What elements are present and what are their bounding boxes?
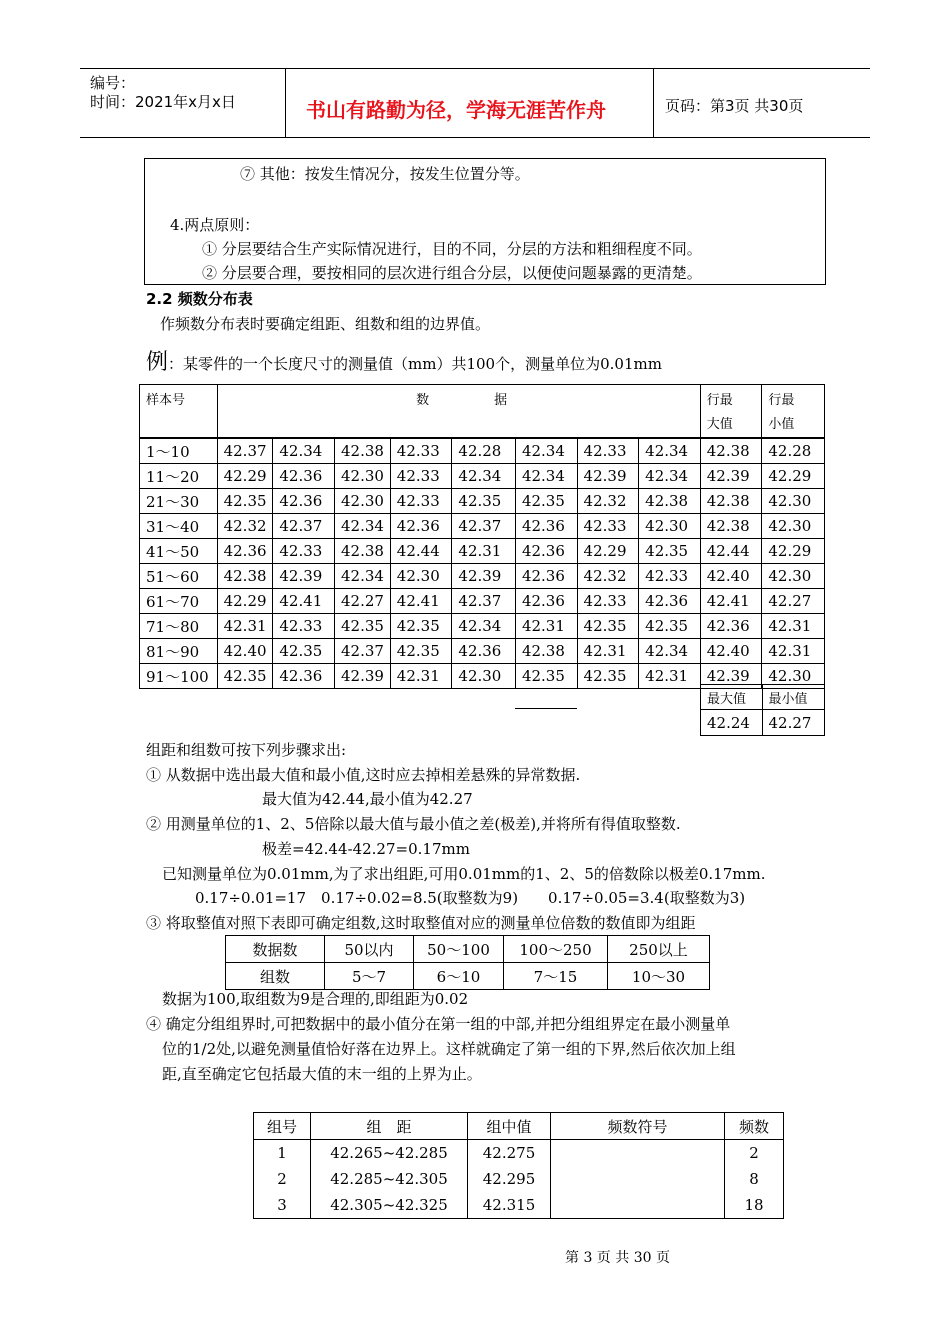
value-cell: 42.35 xyxy=(273,639,335,664)
table-row xyxy=(140,614,825,639)
value-cell: 42.29 xyxy=(217,589,273,614)
value-cell: 42.33 xyxy=(577,589,639,614)
table-cell: 6～10 xyxy=(414,963,504,990)
divider-line xyxy=(515,708,577,709)
col-header-row-max: 行最 大值 xyxy=(700,385,762,439)
table-cell: 42.285~42.305 xyxy=(311,1166,468,1192)
value-cell: 42.37 xyxy=(217,438,273,464)
value-cell: 42.40 xyxy=(700,564,762,589)
value-cell: 42.32 xyxy=(577,489,639,514)
table-cell: 3 xyxy=(254,1192,311,1219)
table-cell: 10～30 xyxy=(608,963,710,990)
table-cell: 1 xyxy=(254,1140,311,1167)
value-cell: 42.38 xyxy=(217,564,273,589)
value-cell: 42.38 xyxy=(639,489,701,514)
value-cell: 42.35 xyxy=(217,664,273,689)
value-cell: 42.30 xyxy=(452,664,516,689)
table-cell: 组数 xyxy=(226,963,325,990)
column-header: 频数 xyxy=(725,1113,784,1140)
value-cell: 42.30 xyxy=(762,564,825,589)
column-header: 组 距 xyxy=(311,1113,468,1140)
value-cell: 42.38 xyxy=(335,539,391,564)
value-cell: 42.37 xyxy=(335,639,391,664)
table-cell xyxy=(551,1166,725,1192)
value-cell: 42.27 xyxy=(762,589,825,614)
value-cell: 42.38 xyxy=(700,438,762,464)
value-cell: 42.31 xyxy=(390,664,452,689)
value-cell: 42.35 xyxy=(217,489,273,514)
value-cell: 42.34 xyxy=(335,514,391,539)
table-cell: 250以上 xyxy=(608,936,710,963)
col-header-sample: 样本号 xyxy=(140,385,218,439)
sample-range-cell: 31～40 xyxy=(140,514,218,539)
table-row xyxy=(140,564,825,589)
box-line: ② 分层要合理，要按相同的层次进行组合分层，以便使问题暴露的更清楚。 xyxy=(202,264,702,282)
value-cell: 42.33 xyxy=(390,438,452,464)
value-cell: 42.31 xyxy=(762,614,825,639)
min-value: 42.27 xyxy=(762,710,824,736)
value-cell: 42.34 xyxy=(452,614,516,639)
value-cell: 42.30 xyxy=(335,464,391,489)
table-cell: 50以内 xyxy=(325,936,414,963)
sample-range-cell: 61～70 xyxy=(140,589,218,614)
table-row xyxy=(254,1140,784,1167)
table-cell: 5～7 xyxy=(325,963,414,990)
value-cell: 42.36 xyxy=(700,614,762,639)
column-header: 组中值 xyxy=(468,1113,551,1140)
step-text: 极差=42.44-42.27=0.17mm xyxy=(262,840,470,858)
header-divider xyxy=(653,69,654,137)
value-cell: 42.40 xyxy=(217,639,273,664)
value-cell: 42.29 xyxy=(577,539,639,564)
table-cell: 2 xyxy=(725,1140,784,1167)
section-title: 2.2 频数分布表 xyxy=(146,290,253,308)
step-text: 数据为100,取组数为9是合理的,即组距为0.02 xyxy=(162,990,469,1008)
section-intro: 作频数分布表时要确定组距、组数和组的边界值。 xyxy=(160,315,491,333)
value-cell: 42.35 xyxy=(515,664,577,689)
table-cell xyxy=(551,1192,725,1219)
box-line: ⑦ 其他：按发生情况分，按发生位置分等。 xyxy=(240,165,530,183)
table-row xyxy=(226,963,710,990)
sample-range-cell: 41～50 xyxy=(140,539,218,564)
value-cell: 42.41 xyxy=(390,589,452,614)
frequency-table xyxy=(253,1112,784,1219)
value-cell: 42.30 xyxy=(762,514,825,539)
value-cell: 42.39 xyxy=(452,564,516,589)
value-cell: 42.29 xyxy=(762,539,825,564)
value-cell: 42.28 xyxy=(762,438,825,464)
value-cell: 42.36 xyxy=(273,464,335,489)
value-cell: 42.35 xyxy=(390,639,452,664)
min-label: 最小值 xyxy=(762,685,824,710)
box-line: 4.两点原则： xyxy=(170,216,260,234)
value-cell: 42.36 xyxy=(273,489,335,514)
measurement-table xyxy=(139,384,825,689)
table-cell: 8 xyxy=(725,1166,784,1192)
step-text: 距,直至确定它包括最大值的末一组的上界为止。 xyxy=(162,1065,482,1083)
table-row xyxy=(254,1166,784,1192)
step-text: ④ 确定分组组界时,可把数据中的最小值分在第一组的中部,并把分组组界定在最小测量单 xyxy=(146,1015,731,1033)
value-cell: 42.36 xyxy=(515,514,577,539)
sample-range-cell: 91～100 xyxy=(140,664,218,689)
value-cell: 42.44 xyxy=(390,539,452,564)
value-cell: 42.41 xyxy=(273,589,335,614)
table-row xyxy=(140,489,825,514)
value-cell: 42.39 xyxy=(273,564,335,589)
table-row xyxy=(140,464,825,489)
value-cell: 42.31 xyxy=(577,639,639,664)
value-cell: 42.35 xyxy=(639,614,701,639)
sample-range-cell: 21～30 xyxy=(140,489,218,514)
value-cell: 42.33 xyxy=(273,614,335,639)
table-cell: 18 xyxy=(725,1192,784,1219)
page-footer: 第 3 页 共 30 页 xyxy=(565,1250,670,1266)
value-cell: 42.34 xyxy=(452,464,516,489)
value-cell: 42.36 xyxy=(515,539,577,564)
value-cell: 42.33 xyxy=(577,438,639,464)
table-cell: 7～15 xyxy=(504,963,608,990)
group-count-table xyxy=(225,935,710,990)
table-row xyxy=(254,1192,784,1219)
value-cell: 42.44 xyxy=(700,539,762,564)
table-row xyxy=(140,639,825,664)
table-row xyxy=(140,589,825,614)
value-cell: 42.29 xyxy=(217,464,273,489)
motto: 书山有路勤为径，学海无涯苦作舟 xyxy=(306,98,606,122)
extreme-values-table xyxy=(700,684,825,736)
value-cell: 42.30 xyxy=(390,564,452,589)
table-cell: 50～100 xyxy=(414,936,504,963)
example-text: ：某零件的一个长度尺寸的测量值（mm）共100个，测量单位为0.01mm xyxy=(168,355,662,373)
value-cell: 42.30 xyxy=(639,514,701,539)
value-cell: 42.36 xyxy=(452,639,516,664)
example-label: 例 xyxy=(146,350,169,375)
col-header-row-min: 行最 小值 xyxy=(762,385,825,439)
sample-range-cell: 81～90 xyxy=(140,639,218,664)
box-line: ① 分层要结合生产实际情况进行，目的不同，分层的方法和粗细程度不同。 xyxy=(202,240,702,258)
value-cell: 42.30 xyxy=(762,664,825,689)
table-cell: 42.275 xyxy=(468,1140,551,1167)
value-cell: 42.31 xyxy=(217,614,273,639)
value-cell: 42.33 xyxy=(639,564,701,589)
table-header-row xyxy=(140,385,825,439)
value-cell: 42.29 xyxy=(762,464,825,489)
table-cell: 42.265~42.285 xyxy=(311,1140,468,1167)
table-row xyxy=(226,936,710,963)
value-cell: 42.37 xyxy=(452,589,516,614)
value-cell: 42.34 xyxy=(273,438,335,464)
step-text: 组距和组数可按下列步骤求出: xyxy=(146,741,347,759)
value-cell: 42.33 xyxy=(390,489,452,514)
table-row xyxy=(140,539,825,564)
table-cell: 42.305~42.325 xyxy=(311,1192,468,1219)
table-header-row xyxy=(254,1113,784,1140)
header-divider xyxy=(285,69,286,137)
value-cell: 42.36 xyxy=(217,539,273,564)
value-cell: 42.32 xyxy=(577,564,639,589)
step-text: ① 从数据中选出最大值和最小值,这时应去掉相差悬殊的异常数据. xyxy=(146,766,581,784)
value-cell: 42.34 xyxy=(639,639,701,664)
value-cell: 42.33 xyxy=(273,539,335,564)
value-cell: 42.35 xyxy=(515,489,577,514)
value-cell: 42.30 xyxy=(762,489,825,514)
code-label: 编号： xyxy=(90,74,136,92)
sample-range-cell: 51～60 xyxy=(140,564,218,589)
value-cell: 42.39 xyxy=(700,664,762,689)
column-header: 组号 xyxy=(254,1113,311,1140)
table-cell: 100～250 xyxy=(504,936,608,963)
value-cell: 42.38 xyxy=(515,639,577,664)
step-text: 最大值为42.44,最小值为42.27 xyxy=(262,790,473,808)
value-cell: 42.38 xyxy=(700,489,762,514)
value-cell: 42.36 xyxy=(639,589,701,614)
value-cell: 42.34 xyxy=(515,438,577,464)
time-label: 时间：2021年x月x日 xyxy=(90,93,236,111)
value-cell: 42.35 xyxy=(577,614,639,639)
value-cell: 42.32 xyxy=(217,514,273,539)
value-cell: 42.31 xyxy=(762,639,825,664)
table-row xyxy=(140,514,825,539)
value-cell: 42.41 xyxy=(700,589,762,614)
value-cell: 42.36 xyxy=(515,564,577,589)
value-cell: 42.31 xyxy=(639,664,701,689)
value-cell: 42.31 xyxy=(515,614,577,639)
example-line xyxy=(146,345,662,376)
value-cell: 42.37 xyxy=(273,514,335,539)
value-cell: 42.35 xyxy=(390,614,452,639)
column-header: 频数符号 xyxy=(551,1113,725,1140)
step-text: ② 用测量单位的1、2、5倍除以最大值与最小值之差(极差),并将所有得值取整数. xyxy=(146,815,681,833)
step-text: 已知测量单位为0.01mm,为了求出组距,可用0.01mm的1、2、5的倍数除以极差0.17mm. xyxy=(162,865,766,883)
value-cell: 42.27 xyxy=(335,589,391,614)
value-cell: 42.33 xyxy=(390,464,452,489)
table-cell xyxy=(551,1140,725,1167)
step-text: ③ 将取整值对照下表即可确定组数,这时取整值对应的测量单位倍数的数值即为组距 xyxy=(146,914,696,932)
value-cell: 42.39 xyxy=(335,664,391,689)
max-value: 42.24 xyxy=(701,710,763,736)
value-cell: 42.36 xyxy=(273,664,335,689)
value-cell: 42.35 xyxy=(639,539,701,564)
value-cell: 42.38 xyxy=(700,514,762,539)
table-cell: 2 xyxy=(254,1166,311,1192)
step-text: 位的1/2处,以避免测量值恰好落在边界上。这样就确定了第一组的下界,然后依次加上组 xyxy=(162,1040,736,1058)
value-cell: 42.36 xyxy=(515,589,577,614)
sample-range-cell: 11～20 xyxy=(140,464,218,489)
value-cell: 42.30 xyxy=(335,489,391,514)
table-cell: 42.315 xyxy=(468,1192,551,1219)
value-cell: 42.35 xyxy=(577,664,639,689)
value-cell: 42.39 xyxy=(700,464,762,489)
sample-range-cell: 71～80 xyxy=(140,614,218,639)
value-cell: 42.39 xyxy=(577,464,639,489)
value-cell: 42.34 xyxy=(335,564,391,589)
value-cell: 42.35 xyxy=(335,614,391,639)
table-cell: 数据数 xyxy=(226,936,325,963)
value-cell: 42.35 xyxy=(452,489,516,514)
page-header xyxy=(80,68,870,138)
sample-range-cell: 1～10 xyxy=(140,438,218,464)
value-cell: 42.34 xyxy=(639,438,701,464)
value-cell: 42.33 xyxy=(577,514,639,539)
value-cell: 42.36 xyxy=(390,514,452,539)
value-cell: 42.28 xyxy=(452,438,516,464)
step-text: 0.17÷0.01=17 0.17÷0.02=8.5(取整数为9) 0.17÷0.05=3.4(取整数为3) xyxy=(195,889,746,907)
principles-box xyxy=(144,158,826,285)
value-cell: 42.40 xyxy=(700,639,762,664)
col-header-data: 数 据 xyxy=(217,385,700,439)
value-cell: 42.31 xyxy=(452,539,516,564)
table-row xyxy=(140,438,825,464)
value-cell: 42.38 xyxy=(335,438,391,464)
value-cell: 42.34 xyxy=(639,464,701,489)
max-label: 最大值 xyxy=(701,685,763,710)
page-label: 页码：第3页 共30页 xyxy=(665,97,804,115)
value-cell: 42.34 xyxy=(515,464,577,489)
value-cell: 42.37 xyxy=(452,514,516,539)
table-cell: 42.295 xyxy=(468,1166,551,1192)
